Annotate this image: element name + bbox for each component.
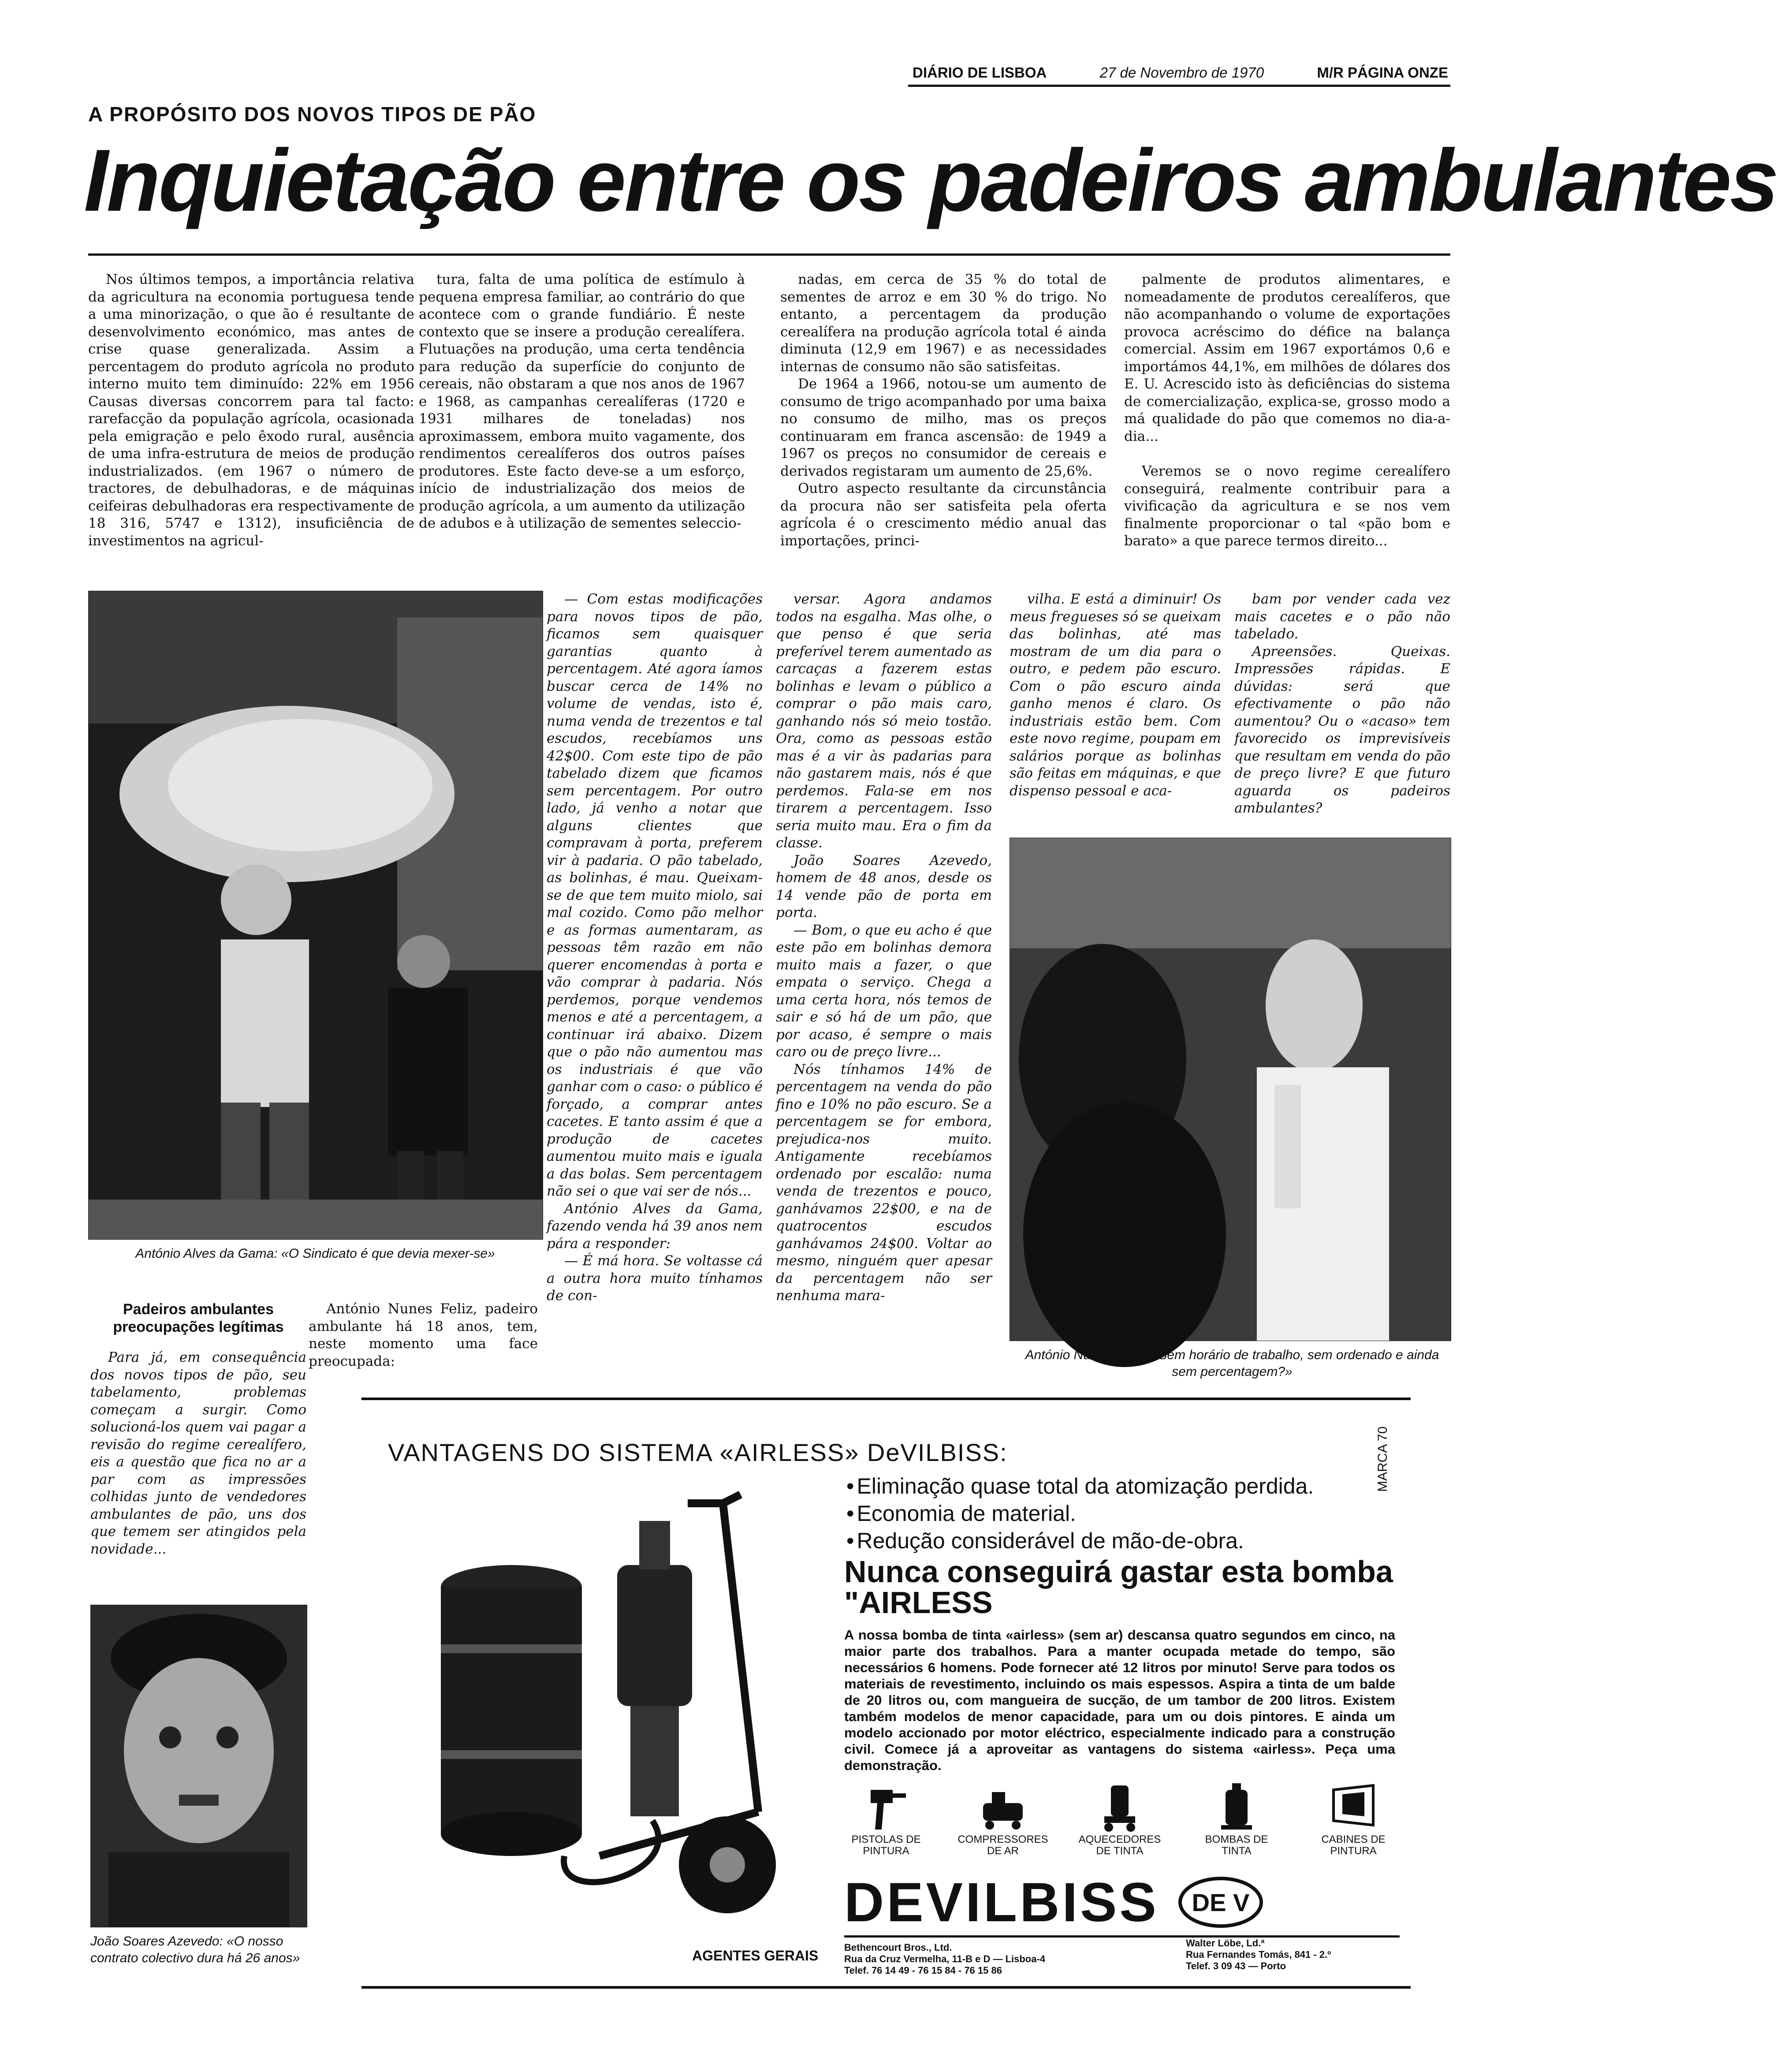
issue-date: 27 de Novembro de 1970 bbox=[1099, 64, 1264, 81]
compressor-icon bbox=[979, 1781, 1027, 1834]
agent-address-lisbon: Bethencourt Bros., Ltd. Rua da Cruz Vermelha, 11-B e D — Lisboa-4 Telef. 76 14 49 - 76 15 84 - 76 15 86 bbox=[844, 1942, 1046, 1976]
photo-3-caption: João Soares Azevedo: «O nosso contrato colectivo dura há 26 anos» bbox=[90, 1934, 300, 1965]
product-booth: CABINES DE PINTURA bbox=[1311, 1781, 1395, 1869]
page-number: M/R PÁGINA ONZE bbox=[1317, 64, 1448, 81]
portrait-image bbox=[91, 1605, 307, 1927]
photo-antonio-nunes-feliz bbox=[1010, 838, 1451, 1341]
sidebar-heading: Padeiros ambulantes preocupações legítimas bbox=[113, 1301, 284, 1335]
paper-name: DIÁRIO DE LISBOA bbox=[913, 64, 1047, 81]
ad-body: A nossa bomba de tinta «airless» (sem ar) descansa quatro segundos em cinco, na maior parte dos trabalhos. Para a manter ocupada metade do tempo, são necessários 6 homens. Pode fornecer até 12 litros por minuto! Serve para todos os materiais de revestimento, incluindo os mais espessos. Aspira a tinta de um balde de 20 litros ou, com mangueira de sucção, de um tambor de 200 litros. Existem também modelos de menor capacidade, para um ou dois pintores. E ainda um modelo accionado por motor eléctrico, especialmente indicado para a construção civil. Comece já a aproveitar as vantagens do sistema «airless». Peça uma demonstração. bbox=[844, 1627, 1395, 1773]
ad-bottom-rule bbox=[361, 1986, 1411, 1989]
interview-column-3: vilha. E está a diminuir! Os meus fregueses só se queixam das bolinhas, até mas mostram de um dia para o outro, e pedem pão escuro. Com o pão escuro ainda ganho menos é claro. Os industriais estão bem. Com este novo regime, poupam em salários porque as bolinhas são feitas em máquinas, e que dispenso pessoal e aca- bbox=[1010, 591, 1221, 799]
ad-bullets bbox=[846, 1472, 1393, 1561]
product-spray-gun: PISTOLAS DE PINTURA bbox=[844, 1781, 928, 1869]
intro-column-1: Nos últimos tempos, a importância relativa da agricultura na economia portuguesa tende a uma minorização, o que ão é resultante de desenvolvimento económico, mas antes de crise quase generalizada. Assim a percentagem do produto agrícola no produto interno muito tem diminuído: 22% em 1956 Causas diversas concorrem para tal facto: rarefacção da população agrícola, ocasionada pela emigração e pelo êxodo rural, ausência de uma infra-estrutura de meios de produção industrializados. (em 1967 o número de tractores, de debulhadoras, e de máquinas ceifeiras debulhadoras era respectivamente de 18 316, 5747 e 1312), insuficiência de investimentos na agricul- bbox=[88, 272, 414, 549]
devilbiss-brand bbox=[844, 1871, 1395, 1933]
product-icons-row bbox=[844, 1781, 1395, 1869]
agents-label: AGENTES GERAIS bbox=[692, 1948, 819, 1964]
ad-top-rule bbox=[361, 1397, 1411, 1400]
photo-antonio-alves-da-gama bbox=[88, 591, 543, 1240]
headline-rule bbox=[88, 253, 1450, 256]
product-pump: BOMBAS DE TINTA bbox=[1195, 1781, 1278, 1869]
baker-carrying-sack-image bbox=[89, 591, 543, 1239]
svg-text:DE V: DE V bbox=[1192, 1889, 1250, 1916]
interview-column-4: bam por vender cada vez mais cacetes e o pão não tabelado. Apreensões. Queixas. Impressões rápidas. E dúvidas: será que efectivamente o pão não aumentou? Ou o «acaso» tem favorecido os imprevisíveis que resultam em venda do pão de preço livre? E que futuro aguarda os padeiros ambulantes? bbox=[1234, 591, 1450, 816]
masthead-rule bbox=[908, 85, 1450, 87]
agent-address-porto: Walter Löbe, Ld.ª Rua Fernandes Tomás, 841 - 2.º Telef. 3 09 43 — Porto bbox=[1186, 1938, 1331, 1971]
heater-icon bbox=[1095, 1781, 1144, 1834]
kicker: A PROPÓSITO DOS NOVOS TIPOS DE PÃO bbox=[88, 103, 536, 126]
airless-pump-illustration bbox=[423, 1477, 820, 1944]
ad-bullet: • Economia de material. bbox=[846, 1500, 1393, 1527]
product-heater: AQUECEDORES DE TINTA bbox=[1078, 1781, 1162, 1869]
ad-bullet: • Redução considerável de mão-de-obra. bbox=[846, 1527, 1393, 1554]
ad-marca: MARCA 70 bbox=[1375, 1426, 1390, 1492]
sidebar-body: Para já, em consequência dos novos tipos de pão, seu tabelamento, problemas começam a surgir. Como solucioná-los quem vai pagar a revisão do regime cerealífero, eis a questão que fica no ar a par com as impressões colhidas junto de vendedores ambulantes de pão, uns dos que temem ser atingidos pela novidade... bbox=[90, 1349, 306, 1557]
interview-column-1: — Com estas modificações para novos tipos de pão, ficamos sem quaisquer garantias quanto à percentagem. Até agora íamos buscar cerca de 14% no volume de vendas, isto é, numa venda de trezentos e tal escudos, recebíamos uns 42$00. Com este tipo de pão tabelado dizem que ficamos sem percentagem. Por outro lado, já venho a notar que alguns clientes que compravam à porta, preferem vir à padaria. O pão tabelado, as bolinhas, é mau. Queixam-se de que tem muito miolo, sai mal cozido. Como pão melhor e as formas aumentaram, as pessoas têm razão em não querer encomendas à porta e vão comprar à padaria. Nós perdemos, porque vendemos menos e até a percentagem, a continuar irá abaixo. Dizem que o pão não aumentou mas os industriais é que vão ganhar com o caso: o público é forçado, a comprar antes cacetes. E tanto assim é que a produção de cacetes aumentou muito mais e iguala a das bolas. Sem percentagem não sei o que vai ser de nós... António Alves da Gama, fazendo venda há 39 anos nem pára a responder: — É má hora. Se voltasse cá a outra hora muito tínhamos de con- bbox=[547, 591, 763, 1304]
photo-joao-soares-azevedo bbox=[90, 1605, 307, 1927]
ad-headline: Nunca conseguirá gastar esta bomba "AIRLESS bbox=[844, 1554, 1393, 1620]
spray-gun-icon bbox=[862, 1781, 910, 1834]
brand-name: DEVILBISS bbox=[844, 1871, 1159, 1933]
product-compressor: COMPRESSORES DE AR bbox=[961, 1781, 1045, 1869]
masthead bbox=[913, 62, 1448, 84]
photo-2-caption: António Nunes Feliz: «Sem horário de trabalho, sem ordenado e ainda sem percentagem?» bbox=[1025, 1348, 1439, 1379]
ad-bullet: • Eliminação quase total da atomização perdida. bbox=[846, 1472, 1393, 1500]
booth-icon bbox=[1329, 1781, 1378, 1834]
pump-icon bbox=[423, 1477, 820, 1944]
headline: Inquietação entre os padeiros ambulantes bbox=[84, 131, 1777, 230]
ad-title: VANTAGENS DO SISTEMA «AIRLESS» DeVILBISS: bbox=[388, 1438, 1008, 1466]
devilbiss-logo-icon bbox=[1177, 1876, 1265, 1929]
sidebar-intro: António Nunes Feliz, padeiro ambulante há 18 anos, tem, neste momento uma face preocupada: bbox=[309, 1301, 538, 1369]
pump-icon bbox=[1212, 1781, 1261, 1834]
conversation-image bbox=[1010, 838, 1451, 1341]
photo-1-caption: António Alves da Gama: «O Sindicato é que devia mexer-se» bbox=[135, 1246, 495, 1261]
intro-column-2: tura, falta de uma política de estímulo à pequena empresa familiar, ao contrário do que acontece com o grande fundiário. É neste contexto que se insere a produção cerealífera. Flutuações na produção, uma certa tendência para redução da superfície do conjunto de cereais, não obstaram a que nos anos de 1967 e 1968, as campanhas cerealíferas (1720 e 1931 milhares de toneladas) nos aproximassem, embora muito vagamente, dos rendimentos cerealíferos dos outros países produtores. Este facto deve-se a um esforço, início de industrialização dos meios de produção agrícola, a um aumento da utilização de adubos e à utilização de sementes seleccio- bbox=[419, 272, 745, 531]
interview-column-2: versar. Agora andamos todos na esgalha. Mas olhe, o que penso é que seria preferível terem aumentado as carcaças a fazerem estas bolinhas e levam o público a comprar o pão mais caro, ganhando nós só meio tostão. Ora, como as pessoas estão mas é a vir às padarias para não gastarem mais, nós é que perdemos. Fala-se em nos tirarem a percentagem. Isso seria muito mau. Era o fim da classe. João Soares Azevedo, homem de 48 anos, desde os 14 vende pão de porta em porta. — Bom, o que eu acho é que este pão em bolinhas demora muito mais a fazer, o que empata o serviço. Chega a uma certa hora, nós temos de sair e só há de um pão, que por acaso, é sempre o mais caro ou de preço livre... Nós tínhamos 14% de percentagem na venda do pão fino e 10% no pão escuro. Se a percentagem se for embora, prejudica-nos muito. Antigamente recebíamos ordenado por escalão: numa venda de trezentos e pouco, ganhávamos 22$00, e na de quatrocentos escudos ganhávamos 24$00. Voltar ao mesmo, ninguém quer apesar da percentagem não ser nenhuma mara- bbox=[776, 591, 992, 1304]
intro-column-4: palmente de produtos alimentares, e nomeadamente de produtos cerealíferos, que não acompanhando o volume de exportações provoca acréscimo do défice na balança comercial. Assim em 1967 exportámos 0,6 e importámos 44,1%, em milhões de dólares dos E. U. Acrescido isto às deficiências do sistema de comercialização, explica-se, grosso modo a má qualidade do pão que comemos no dia-a-dia... Veremos se o novo regime cerealífero conseguirá, realmente contribuir para a vivificação da agricultura e se nos vem finalmente proporcionar o tal «pão bom e barato» a que parece termos direito... bbox=[1124, 272, 1450, 549]
intro-column-3: nadas, em cerca de 35 % do total de sementes de arroz e em 30 % do trigo. No entanto, a percentagem da produção cerealífera na produção agrícola total é ainda diminuta (12,9 em 1967) e as necessidades internas de consumo não são satisfeitas. De 1964 a 1966, notou-se um aumento de consumo de trigo acompanhado por uma baixa no consumo de milho, mas os preços continuaram em franca ascensão: de 1949 a 1967 os preços no consumidor de cereais e derivados registaram um aumento de 25,6%. Outro aspecto resultante da circunstância da procura não ser satisfeita pela oferta agrícola é o crescimento médio anual das importações, princi- bbox=[780, 272, 1106, 549]
